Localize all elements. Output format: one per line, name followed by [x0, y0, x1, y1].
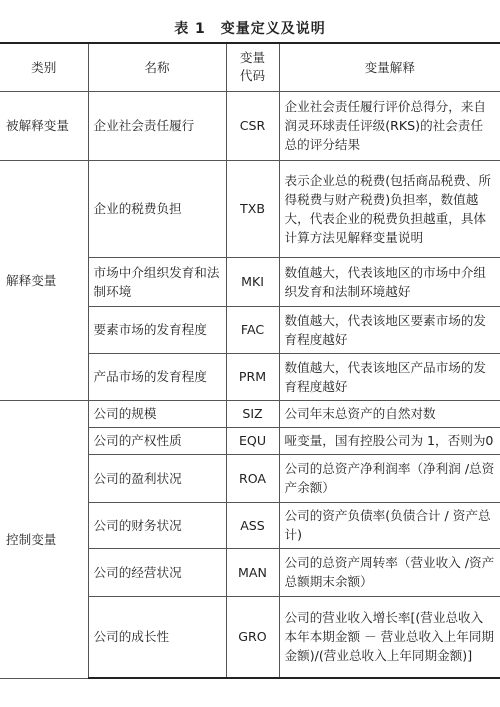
variable-explanation: 哑变量，国有控股公司为 1，否则为0: [279, 427, 500, 454]
variable-name: 要素市场的发育程度: [88, 306, 226, 353]
variable-explanation: 公司年末总资产的自然对数: [279, 400, 500, 427]
header-name: 名称: [88, 43, 226, 91]
table-header-row: [0, 43, 500, 91]
variable-name: 公司的产权性质: [88, 427, 226, 454]
variable-explanation: 公司的总资产净利润率（净利润 /总资产余额）: [279, 454, 500, 502]
variable-explanation: 公司的总资产周转率（营业收入 /资产总额期末余额）: [279, 548, 500, 596]
variable-code: ASS: [226, 502, 279, 548]
variable-code: MKI: [226, 257, 279, 306]
variable-explanation: 数值越大，代表该地区要素市场的发育程度越好: [279, 306, 500, 353]
variable-name: 公司的财务状况: [88, 502, 226, 548]
table-caption: 表 1 变量定义及说明: [174, 21, 326, 37]
variable-explanation: 企业社会责任履行评价总得分，来自润灵环球责任评级(RKS)的社会责任总的评分结果: [279, 91, 500, 160]
variable-code: ROA: [226, 454, 279, 502]
variable-code: EQU: [226, 427, 279, 454]
variable-code: GRO: [226, 596, 279, 678]
variable-name: 企业的税费负担: [88, 160, 226, 257]
variable-explanation: 公司的资产负债率(负债合计 / 资产总计): [279, 502, 500, 548]
variable-code: SIZ: [226, 400, 279, 427]
variable-name: 公司的盈利状况: [88, 454, 226, 502]
variable-code: CSR: [226, 91, 279, 160]
variable-name: 企业社会责任履行: [88, 91, 226, 160]
category-dependent: 被解释变量: [0, 91, 88, 160]
variable-explanation: 公司的营业收入增长率[(营业总收入本年本期金额 － 营业总收入上年同期金额)/(营业总收入上年同期金额)]: [279, 596, 500, 678]
category-control: 控制变量: [0, 400, 88, 678]
variable-explanation: 数值越大，代表该地区产品市场的发育程度越好: [279, 353, 500, 400]
table-row: [0, 400, 500, 427]
variable-name: 产品市场的发育程度: [88, 353, 226, 400]
header-code: 变量 代码: [226, 43, 279, 91]
variable-explanation: 数值越大，代表该地区的市场中介组织发育和法制环境越好: [279, 257, 500, 306]
table-row: [0, 160, 500, 257]
variable-name: 公司的规模: [88, 400, 226, 427]
category-explanatory: 解释变量: [0, 160, 88, 400]
header-explanation: 变量解释: [279, 43, 500, 91]
variable-explanation: 表示企业总的税费(包括商品税费、所得税费与财产税费)负担率，数值越大，代表企业的税费负担越重，具体计算方法见解释变量说明: [279, 160, 500, 257]
variable-code: PRM: [226, 353, 279, 400]
variable-code: MAN: [226, 548, 279, 596]
variable-code: FAC: [226, 306, 279, 353]
variable-definition-table: [0, 42, 500, 679]
variable-name: 公司的成长性: [88, 596, 226, 678]
header-category: 类别: [0, 43, 88, 91]
table-row: [0, 91, 500, 160]
variable-code: TXB: [226, 160, 279, 257]
variable-name: 市场中介组织发育和法制环境: [88, 257, 226, 306]
variable-name: 公司的经营状况: [88, 548, 226, 596]
